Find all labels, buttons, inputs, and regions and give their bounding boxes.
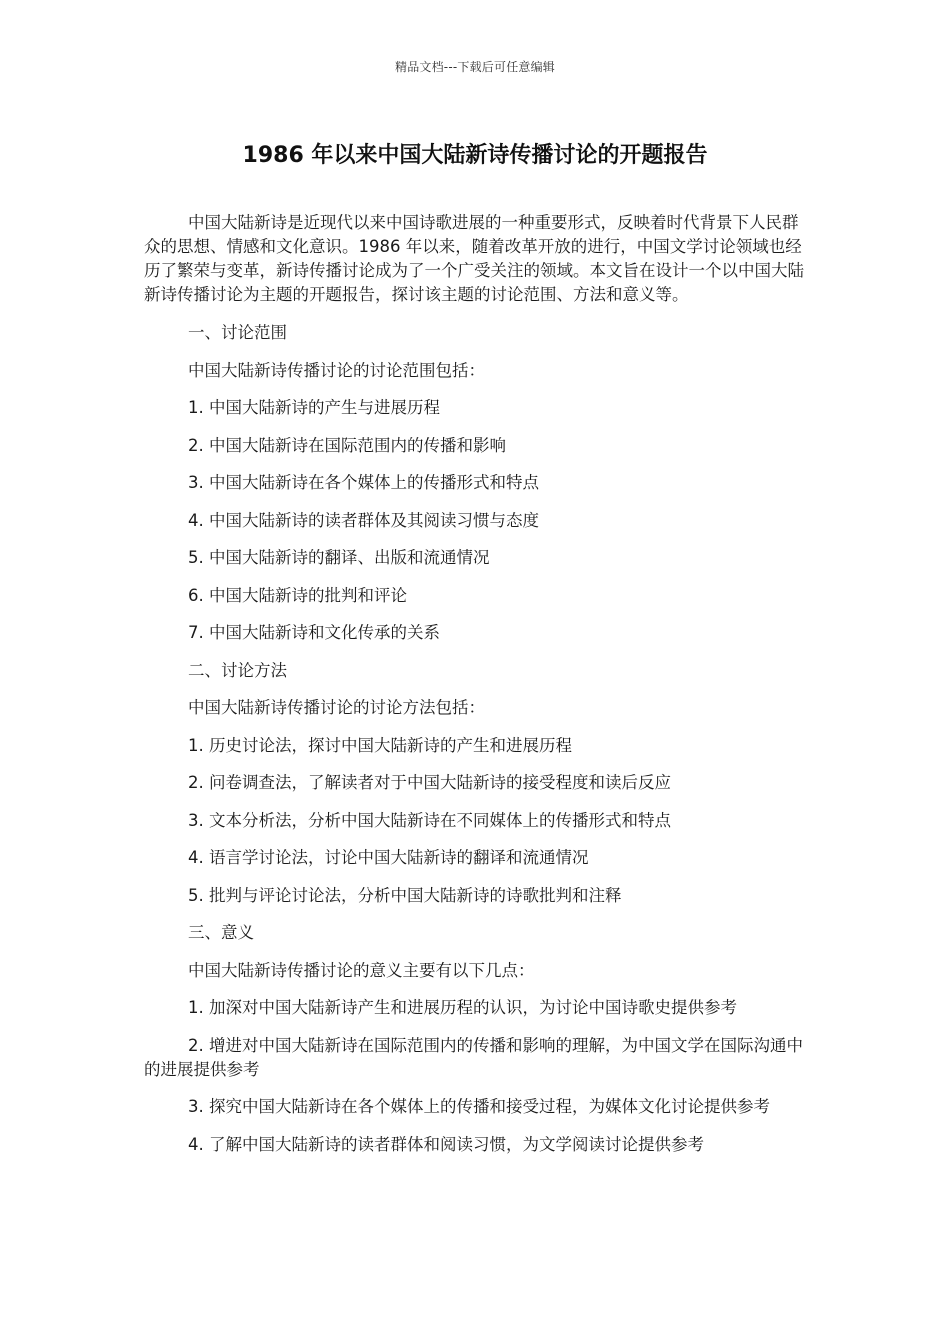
section-lead-scope: 中国大陆新诗传播讨论的讨论范围包括： <box>188 360 485 380</box>
header-note: 精品文档---下载后可任意编辑 <box>395 60 555 74</box>
method-item: 1. 历史讨论法，探讨中国大陆新诗的产生和进展历程 <box>188 735 572 755</box>
method-item: 5. 批判与评论讨论法，分析中国大陆新诗的诗歌批判和注释 <box>188 885 622 905</box>
significance-item: 4. 了解中国大陆新诗的读者群体和阅读习惯，为文学阅读讨论提供参考 <box>188 1134 704 1154</box>
method-item: 2. 问卷调查法，了解读者对于中国大陆新诗的接受程度和读后反应 <box>188 773 671 792</box>
section-heading-significance: 三、意义 <box>188 923 254 942</box>
section-heading-scope: 一、讨论范围 <box>188 323 287 342</box>
scope-item: 7. 中国大陆新诗和文化传承的关系 <box>188 623 440 642</box>
intro-paragraph: 中国大陆新诗是近现代以来中国诗歌进展的一种重要形式，反映着时代背景下人民群众的思想、情感和文化意识。1986 年以来，随着改革开放的进行，中国文学讨论领域也经历了繁荣与变革，新诗传播讨论成为了一个广受关注的领域。本文旨在设计一个以中国大陆新诗传播讨论为主题的开题报告，探讨该主题的讨论范围、方法和意义等。 <box>144 213 804 304</box>
document-title: 1986 年以来中国大陆新诗传播讨论的开题报告 <box>242 143 708 168</box>
scope-item: 6. 中国大陆新诗的批判和评论 <box>188 585 407 605</box>
section-lead-methods: 中国大陆新诗传播讨论的讨论方法包括： <box>188 698 485 717</box>
method-item: 3. 文本分析法，分析中国大陆新诗在不同媒体上的传播形式和特点 <box>188 810 671 830</box>
section-lead-significance: 中国大陆新诗传播讨论的意义主要有以下几点： <box>188 960 535 980</box>
scope-item: 4. 中国大陆新诗的读者群体及其阅读习惯与态度 <box>188 510 539 530</box>
significance-item: 1. 加深对中国大陆新诗产生和进展历程的认识，为讨论中国诗歌史提供参考 <box>188 998 737 1017</box>
significance-item: 3. 探究中国大陆新诗在各个媒体上的传播和接受过程，为媒体文化讨论提供参考 <box>188 1097 770 1116</box>
scope-item: 3. 中国大陆新诗在各个媒体上的传播形式和特点 <box>188 473 539 492</box>
method-item: 4. 语言学讨论法，讨论中国大陆新诗的翻译和流通情况 <box>188 848 589 867</box>
scope-item: 2. 中国大陆新诗在国际范围内的传播和影响 <box>188 435 506 455</box>
significance-item: 2. 增进对中国大陆新诗在国际范围内的传播和影响的理解，为中国文学在国际沟通中的进展提供参考 <box>144 1035 803 1079</box>
section-heading-methods: 二、讨论方法 <box>188 660 287 680</box>
scope-item: 1. 中国大陆新诗的产生与进展历程 <box>188 398 440 417</box>
document-body <box>144 211 810 1157</box>
scope-item: 5. 中国大陆新诗的翻译、出版和流通情况 <box>188 548 490 567</box>
